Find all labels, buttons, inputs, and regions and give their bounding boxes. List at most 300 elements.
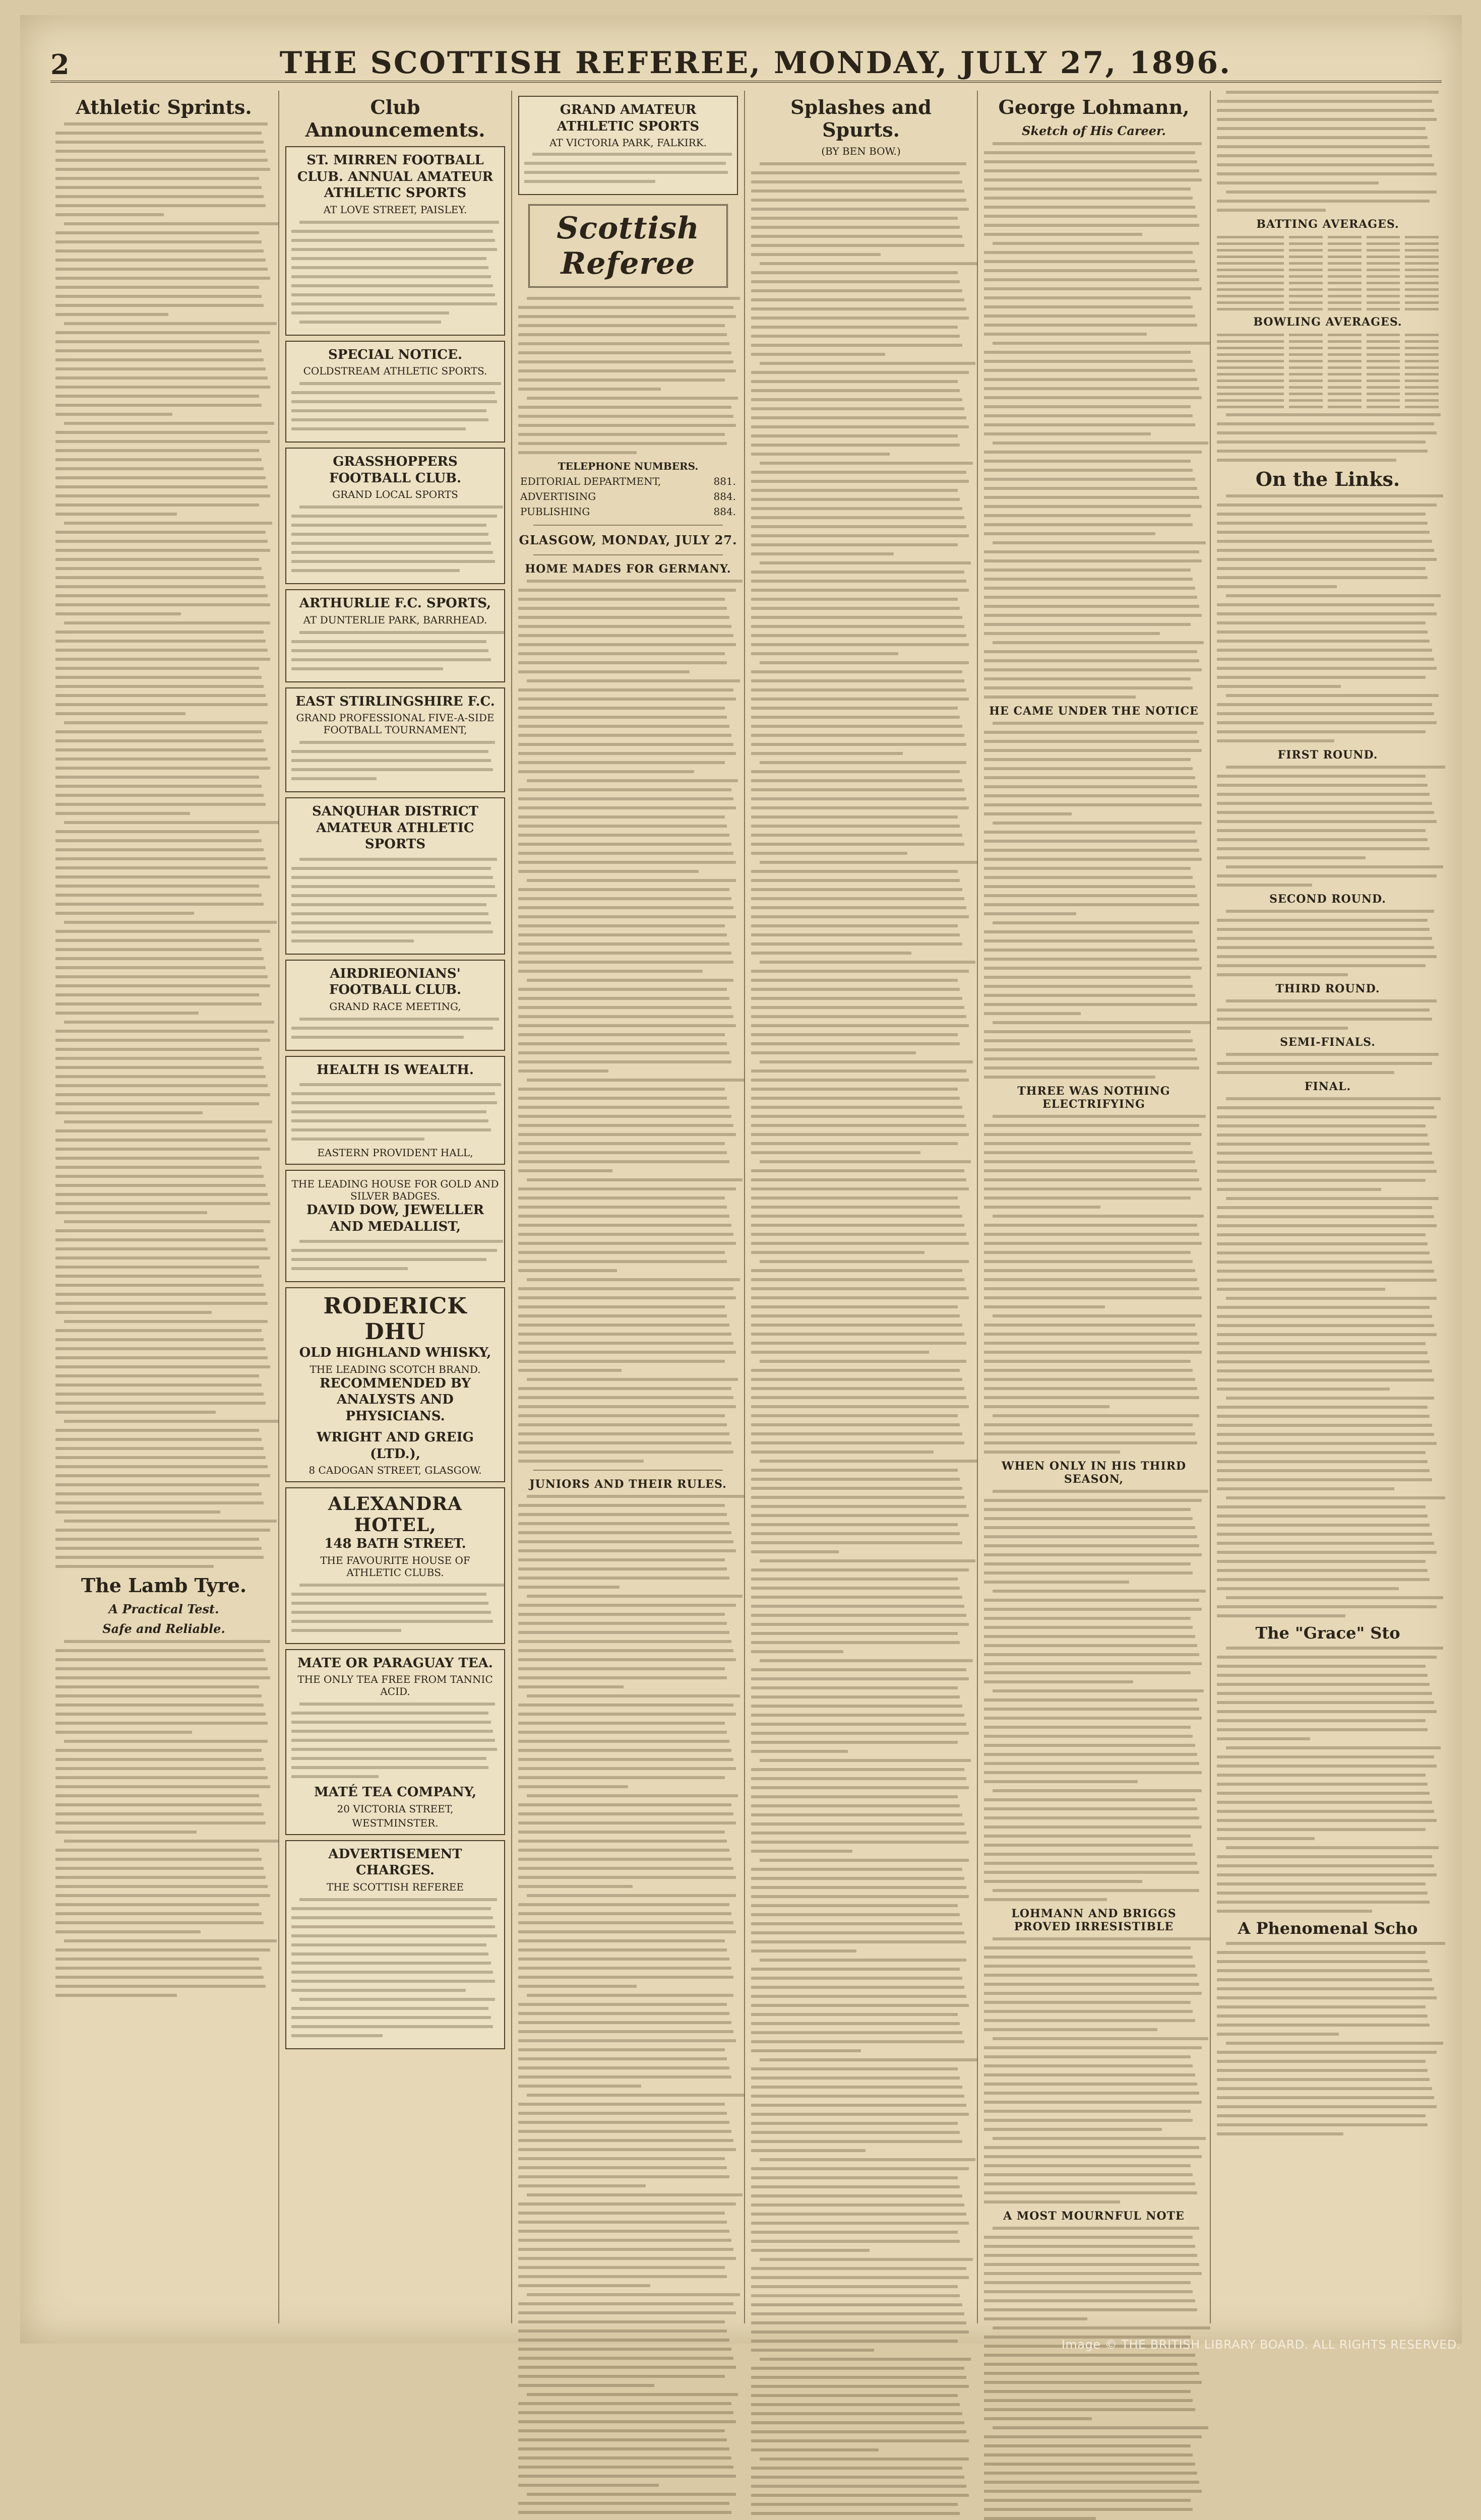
text-line (518, 2266, 725, 2269)
text-line (518, 1432, 729, 1435)
text-line (751, 1632, 958, 1635)
text-line (55, 1438, 262, 1441)
text-line (984, 949, 1197, 952)
article-heading: On the Links. (1255, 468, 1400, 490)
text-line (984, 351, 1191, 354)
table-cell (1405, 275, 1439, 278)
table-row (1217, 380, 1439, 382)
text-line (1217, 1261, 1432, 1264)
text-line (984, 1048, 1195, 1051)
text-line (984, 958, 1199, 961)
ad-note: THE LEADING SCOTCH BRAND. (310, 1363, 481, 1375)
text-line (55, 1676, 270, 1679)
text-line (299, 1998, 495, 2001)
table-row (1217, 295, 1439, 297)
table-cell (1405, 242, 1439, 245)
ad-body (291, 1240, 499, 1270)
text-line (518, 424, 736, 427)
text-line (751, 2494, 969, 2497)
advertisement (285, 1056, 505, 1165)
text-line (518, 1930, 736, 1933)
text-line (751, 1813, 962, 1816)
text-line (751, 1750, 848, 1753)
text-line (55, 440, 270, 443)
text-line (751, 924, 958, 927)
text-line (1226, 1297, 1437, 1300)
text-line (291, 1128, 491, 1131)
table-row (1217, 275, 1439, 278)
text-line (291, 1092, 495, 1095)
text-line (299, 221, 499, 224)
text-line (984, 1287, 1199, 1290)
text-line (984, 1405, 1109, 1408)
results (1217, 766, 1439, 887)
text-line (518, 2275, 727, 2278)
text-line (984, 278, 1199, 281)
text-line (751, 226, 960, 229)
text-line (984, 578, 1193, 581)
article-body (984, 722, 1204, 1079)
article-heading: Splashes and Spurts. (790, 96, 932, 141)
text-line (984, 387, 1199, 390)
text-line (55, 249, 264, 253)
text-line (984, 632, 1160, 635)
text-line (55, 1867, 264, 1870)
text-line (1217, 649, 1432, 652)
ad-title: WRIGHT AND GREIG (LTD.), (317, 1430, 474, 1462)
ad-title: ALEXANDRA HOTEL, (328, 1493, 463, 1536)
text-line (518, 2348, 731, 2351)
text-line (518, 379, 725, 382)
text-line (55, 1694, 262, 1697)
text-line (751, 2031, 962, 2034)
text-line (1217, 172, 1437, 175)
text-line (55, 1903, 259, 1906)
text-line (1217, 2069, 1428, 2072)
column-rule (278, 91, 279, 2323)
text-line (760, 761, 966, 764)
text-line (291, 1775, 379, 1778)
text-line (984, 1946, 1191, 1949)
text-line (984, 894, 1197, 897)
text-line (518, 1296, 736, 1299)
text-line (984, 505, 1202, 508)
text-line (993, 2326, 1210, 2329)
text-line (984, 903, 1199, 906)
text-line (518, 1287, 733, 1290)
table-cell (1367, 288, 1400, 291)
text-line (751, 1487, 962, 1490)
text-line (984, 1644, 1197, 1647)
text-line (518, 2466, 733, 2469)
table-cell (1328, 308, 1362, 310)
text-line (751, 2067, 958, 2070)
text-line (751, 235, 962, 238)
text-line (984, 1169, 1197, 1172)
table-cell (1367, 249, 1400, 251)
text-line (751, 2213, 966, 2216)
text-line (291, 903, 486, 906)
text-line (1217, 1233, 1426, 1236)
text-line (1217, 955, 1437, 958)
text-line (984, 939, 1195, 942)
text-line (291, 302, 497, 305)
text-line (1217, 829, 1426, 832)
text-line (984, 1251, 1191, 1254)
text-line (751, 634, 966, 637)
text-line (984, 496, 1199, 499)
text-line (55, 748, 266, 751)
text-line (1217, 1837, 1315, 1840)
text-line (760, 1859, 968, 1862)
text-line (55, 1858, 262, 1861)
text-line (984, 460, 1191, 463)
text-line (55, 1510, 220, 1514)
table-cell (1367, 334, 1400, 336)
text-line (1217, 919, 1428, 922)
text-line (984, 360, 1193, 363)
text-line (751, 870, 958, 873)
text-line (1217, 1605, 1437, 1608)
text-line (760, 1060, 973, 1063)
text-line (984, 1178, 1199, 1181)
ad-body (291, 1083, 499, 1141)
text-line (518, 1731, 727, 1734)
table-cell (1289, 340, 1323, 343)
text-line (518, 2021, 731, 2024)
text-line (984, 2155, 1202, 2158)
text-line (55, 540, 268, 543)
text-line (984, 1635, 1195, 1638)
text-line (751, 398, 962, 401)
text-line (1217, 2005, 1426, 2008)
text-line (1217, 1487, 1394, 1490)
text-line (55, 875, 270, 878)
text-line (518, 806, 736, 809)
text-line (527, 2393, 738, 2396)
text-line (55, 1139, 268, 1142)
advertisement-charges (285, 1840, 505, 2049)
table-cell (1217, 295, 1284, 297)
table-cell (1289, 360, 1323, 362)
text-line (1226, 910, 1435, 913)
text-line (984, 324, 1197, 327)
table-cell (1405, 373, 1439, 375)
text-line (751, 625, 964, 628)
text-line (751, 743, 966, 746)
text-line (64, 122, 268, 125)
text-line (518, 2475, 736, 2478)
text-line (518, 607, 727, 610)
text-line (1226, 1596, 1443, 1599)
text-line (984, 2164, 1191, 2167)
text-line (984, 423, 1195, 426)
text-line (1217, 1451, 1426, 1454)
text-line (55, 204, 266, 207)
text-line (751, 1106, 962, 1109)
table-cell (1367, 301, 1400, 304)
column-rule (744, 91, 745, 2323)
text-line (751, 1178, 966, 1181)
text-line (993, 1021, 1210, 1024)
text-line (55, 1685, 259, 1688)
advertisement (285, 960, 505, 1051)
text-line (291, 551, 493, 554)
text-line (751, 371, 969, 374)
text-line (751, 489, 958, 492)
text-line (518, 2230, 729, 2233)
text-line (1217, 721, 1437, 724)
text-line (518, 634, 733, 637)
text-line (291, 1757, 486, 1760)
text-line (984, 2254, 1197, 2257)
text-line (1217, 1469, 1430, 1472)
text-line (291, 2016, 491, 2019)
text-line (55, 1202, 270, 1205)
text-line (55, 1311, 212, 1314)
article-subheading: A Practical Test. (108, 1602, 219, 1616)
text-line (1217, 503, 1437, 507)
text-line (984, 785, 1197, 788)
text-line (984, 605, 1199, 608)
text-line (984, 532, 1155, 535)
text-line (527, 1278, 740, 1281)
text-line (518, 834, 729, 837)
text-line (751, 1423, 960, 1426)
text-line (984, 2408, 1195, 2411)
advertisement (285, 687, 505, 793)
table-cell (1405, 380, 1439, 382)
text-line (55, 195, 264, 198)
text-line (1217, 1882, 1426, 1885)
table-cell (1367, 295, 1400, 297)
text-line (55, 1175, 264, 1178)
text-line (291, 248, 497, 251)
text-line (751, 915, 969, 918)
text-line (55, 776, 259, 779)
text-line (527, 779, 738, 782)
table-cell (1328, 366, 1362, 369)
text-line (993, 142, 1201, 145)
text-line (751, 2240, 960, 2243)
text-line (299, 1703, 495, 1706)
text-line (518, 589, 736, 592)
table-row (1217, 406, 1439, 408)
text-line (751, 2140, 962, 2143)
phone-label: EDITORIAL DEPARTMENT, (520, 475, 661, 487)
text-line (518, 1939, 725, 1942)
text-line (518, 1196, 725, 1200)
text-line (1217, 1279, 1437, 1282)
text-line (55, 531, 266, 534)
text-line (291, 569, 460, 572)
text-line (518, 1531, 731, 1534)
masthead (50, 35, 1442, 83)
text-line (993, 722, 1204, 725)
text-line (518, 598, 725, 601)
text-line (1217, 1665, 1426, 1668)
text-line (518, 1423, 727, 1426)
text-line (518, 2085, 641, 2088)
text-line (291, 409, 486, 412)
text-line (55, 1529, 270, 1532)
text-line (518, 2030, 733, 2033)
advertisement-roderick-dhu (285, 1287, 505, 1482)
table-cell (1405, 249, 1439, 251)
text-line (518, 815, 725, 818)
text-line (518, 2184, 646, 2187)
text-line (751, 507, 962, 510)
table-cell (1328, 406, 1362, 408)
table-cell (1405, 288, 1439, 291)
text-line (751, 2131, 960, 2134)
text-line (751, 1968, 960, 1971)
text-line (518, 643, 736, 646)
text-line (760, 1460, 977, 1463)
text-line (751, 571, 964, 574)
text-line (518, 2456, 731, 2460)
text-line (291, 1138, 424, 1141)
text-line (984, 333, 1147, 336)
ad-title: HEALTH IS WEALTH. (317, 1062, 474, 1078)
text-line (984, 215, 1197, 218)
text-line (518, 1342, 733, 1345)
text-line (518, 1749, 731, 1752)
text-line (518, 2384, 654, 2387)
text-line (1217, 1578, 1430, 1581)
text-line (55, 885, 259, 888)
text-line (527, 1495, 745, 1498)
text-line (1217, 540, 1432, 543)
text-line (984, 740, 1199, 743)
text-line (751, 199, 966, 202)
text-line (751, 425, 969, 428)
text-line (1217, 784, 1428, 787)
text-line (527, 1378, 738, 1381)
text-line (55, 485, 268, 488)
text-line (55, 1338, 264, 1341)
text-line (984, 2290, 1193, 2293)
text-line (760, 1759, 971, 1762)
text-line (518, 734, 731, 737)
text-line (751, 1432, 962, 1435)
text-line (1217, 2114, 1426, 2117)
text-line (291, 311, 449, 314)
text-line (984, 2281, 1191, 2284)
text-line (751, 1387, 964, 1390)
text-line (518, 1451, 733, 1454)
results (1217, 910, 1439, 976)
text-line (518, 1876, 736, 1879)
text-line (55, 286, 259, 289)
text-line (993, 1490, 1208, 1493)
table-cell (1367, 340, 1400, 343)
text-line (518, 1622, 727, 1625)
text-line (760, 2458, 968, 2461)
text-line (1217, 1828, 1426, 1831)
table-row (1217, 282, 1439, 284)
text-line (984, 1030, 1191, 1033)
text-line (751, 1623, 969, 1626)
text-line (55, 1483, 259, 1486)
text-line (984, 1196, 1191, 1200)
text-line (518, 1015, 733, 1018)
text-line (518, 1142, 725, 1145)
table-cell (1217, 242, 1284, 245)
text-line (518, 2311, 736, 2314)
text-line (518, 2121, 729, 2124)
text-line (55, 1803, 262, 1806)
text-line (1217, 2051, 1437, 2054)
text-line (64, 422, 274, 425)
text-line (1217, 1783, 1428, 1786)
text-line (751, 2349, 874, 2352)
text-line (55, 159, 268, 162)
text-line (751, 752, 903, 755)
text-line (299, 1584, 505, 1587)
text-line (1217, 1369, 1432, 1372)
text-line (984, 1599, 1199, 1602)
text-line (1226, 1746, 1441, 1749)
text-line (751, 1251, 924, 1254)
text-line (751, 2022, 960, 2025)
text-line (55, 1912, 262, 1915)
text-line (64, 1840, 279, 1843)
text-line (55, 1812, 264, 1815)
table-cell (1217, 249, 1284, 251)
table-cell (1367, 262, 1400, 265)
text-line (299, 321, 441, 324)
text-line (64, 322, 276, 325)
text-line (518, 324, 725, 327)
text-line (984, 976, 1191, 979)
text-line (984, 1387, 1197, 1390)
table-cell (1217, 269, 1284, 271)
table-cell (1289, 373, 1323, 375)
text-line (518, 1233, 733, 1236)
text-line (299, 1240, 503, 1243)
text-line (751, 1333, 964, 1336)
table-row (1217, 393, 1439, 395)
article-heading: A Phenomenal Scho (1238, 1919, 1418, 1938)
text-line (1217, 631, 1428, 634)
text-line (984, 451, 1202, 454)
text-line (751, 607, 960, 610)
table-row (1217, 236, 1439, 238)
text-line (518, 1169, 612, 1172)
text-line (55, 494, 270, 497)
text-line (760, 2058, 977, 2061)
text-line (751, 952, 911, 955)
text-line (55, 1713, 266, 1716)
text-line (1217, 1170, 1437, 1173)
text-line (984, 696, 1136, 699)
text-line (518, 2511, 731, 2514)
table-cell (1405, 406, 1439, 408)
text-line (751, 298, 964, 301)
text-line (1217, 1009, 1430, 1012)
text-line (984, 305, 1193, 308)
text-line (1217, 513, 1426, 516)
text-line (1217, 856, 1366, 859)
table-cell (1367, 275, 1400, 278)
table-cell (1367, 380, 1400, 382)
text-line (518, 1613, 725, 1616)
text-line (291, 667, 443, 670)
text-line (984, 2064, 1193, 2067)
text-line (1217, 1674, 1428, 1677)
text-line (751, 1804, 960, 1807)
